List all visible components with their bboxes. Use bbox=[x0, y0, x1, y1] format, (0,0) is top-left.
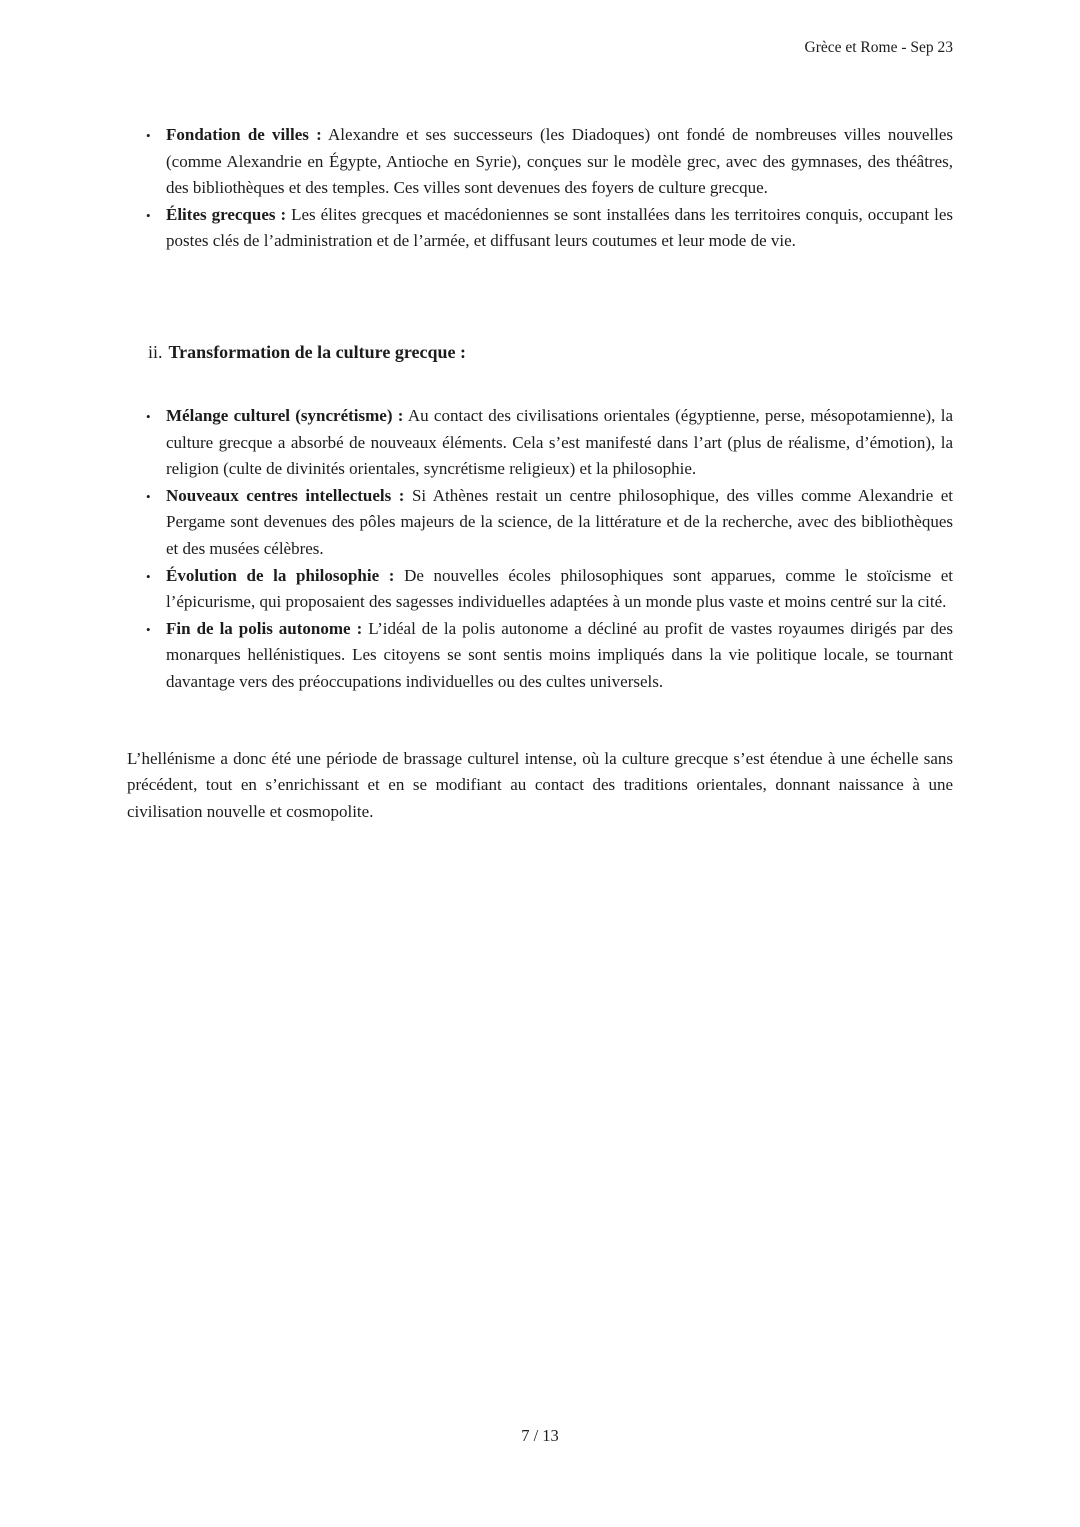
bullet-list-culture-transformation bbox=[127, 403, 953, 696]
header-title: Grèce et Rome - Sep 23 bbox=[804, 39, 953, 56]
list-item bbox=[127, 403, 953, 483]
list-item bbox=[127, 483, 953, 563]
list-item-text: Alexandre et ses successeurs (les Diadoques) ont fondé de nombreuses villes nouvelles (comme Alexandrie en Égypte, Antioche en Syrie), conçues sur le modèle grec, avec des gymnases, des théâtres, des bibliothèques et des temples. Ces villes sont devenues des foyers de culture grecque. bbox=[166, 125, 954, 198]
bullet-icon: • bbox=[146, 621, 151, 637]
list-item-label: Nouveaux centres intellectuels : bbox=[166, 485, 405, 505]
list-item bbox=[127, 616, 953, 696]
section-heading bbox=[127, 339, 953, 365]
bullet-list-hellenistic-expansion bbox=[127, 122, 953, 255]
bullet-icon: • bbox=[146, 568, 151, 584]
bullet-icon: • bbox=[146, 128, 151, 143]
list-item-text: Les élites grecques et macédoniennes se sont installées dans les territoires conquis, occupant les postes clés de l’administration et de l’armée, et diffusant leurs coutumes et leur mode de vie. bbox=[166, 204, 953, 251]
list-item-text: De nouvelles écoles philosophiques sont apparues, comme le stoïcisme et l’épicurisme, qui proposaient des sagesses individuelles adaptées à un monde plus vaste et moins centré sur la cité. bbox=[166, 565, 954, 612]
heading-title: Transformation de la culture grecque : bbox=[168, 341, 466, 362]
list-item bbox=[127, 563, 953, 616]
bullet-icon: • bbox=[146, 207, 151, 223]
list-item-label: Fondation de villes : bbox=[166, 125, 322, 144]
page-header bbox=[127, 38, 953, 58]
list-item-label: Mélange culturel (syncrétisme) : bbox=[166, 405, 404, 425]
list-item-label: Fin de la polis autonome : bbox=[166, 618, 363, 638]
page-number: 7 / 13 bbox=[521, 1426, 559, 1445]
list-item-label: Élites grecques : bbox=[166, 204, 287, 224]
closing-paragraph bbox=[127, 746, 953, 826]
list-item bbox=[127, 202, 953, 255]
closing-text: L’hellénisme a donc été une période de brassage culturel intense, où la culture grecque s’est étendue à une échelle sans précédent, tout en s’enrichissant et en se modifiant au contact des traditions orientales, donnant naissance à une civilisation nouvelle et cosmopolite. bbox=[127, 748, 953, 821]
heading-numeral: ii. bbox=[148, 341, 163, 362]
list-item bbox=[127, 122, 953, 202]
bullet-icon: • bbox=[146, 488, 151, 504]
page-footer bbox=[0, 1426, 1080, 1446]
list-item-label: Évolution de la philosophie : bbox=[166, 565, 395, 585]
list-item-text: Si Athènes restait un centre philosophique, des villes comme Alexandrie et Pergame sont devenues des pôles majeurs de la science, de la littérature et de la recherche, avec des bibliothèques et des musées célèbres. bbox=[166, 485, 954, 558]
list-item-text: Au contact des civilisations orientales (égyptienne, perse, mésopotamienne), la culture grecque a absorbé de nouveaux éléments. Cela s’est manifesté dans l’art (plus de réalisme, d’émotion), la religion (culte de divinités orientales, syncrétisme religieux) et la philosophie. bbox=[166, 405, 954, 479]
list-item-text: L’idéal de la polis autonome a décliné au profit de vastes royaumes dirigés par des monarques hellénistiques. Les citoyens se sont sentis moins impliqués dans la vie politique locale, se tournant davantage vers des préoccupations individuelles ou des cultes universels. bbox=[166, 618, 954, 691]
bullet-icon: • bbox=[146, 408, 151, 424]
